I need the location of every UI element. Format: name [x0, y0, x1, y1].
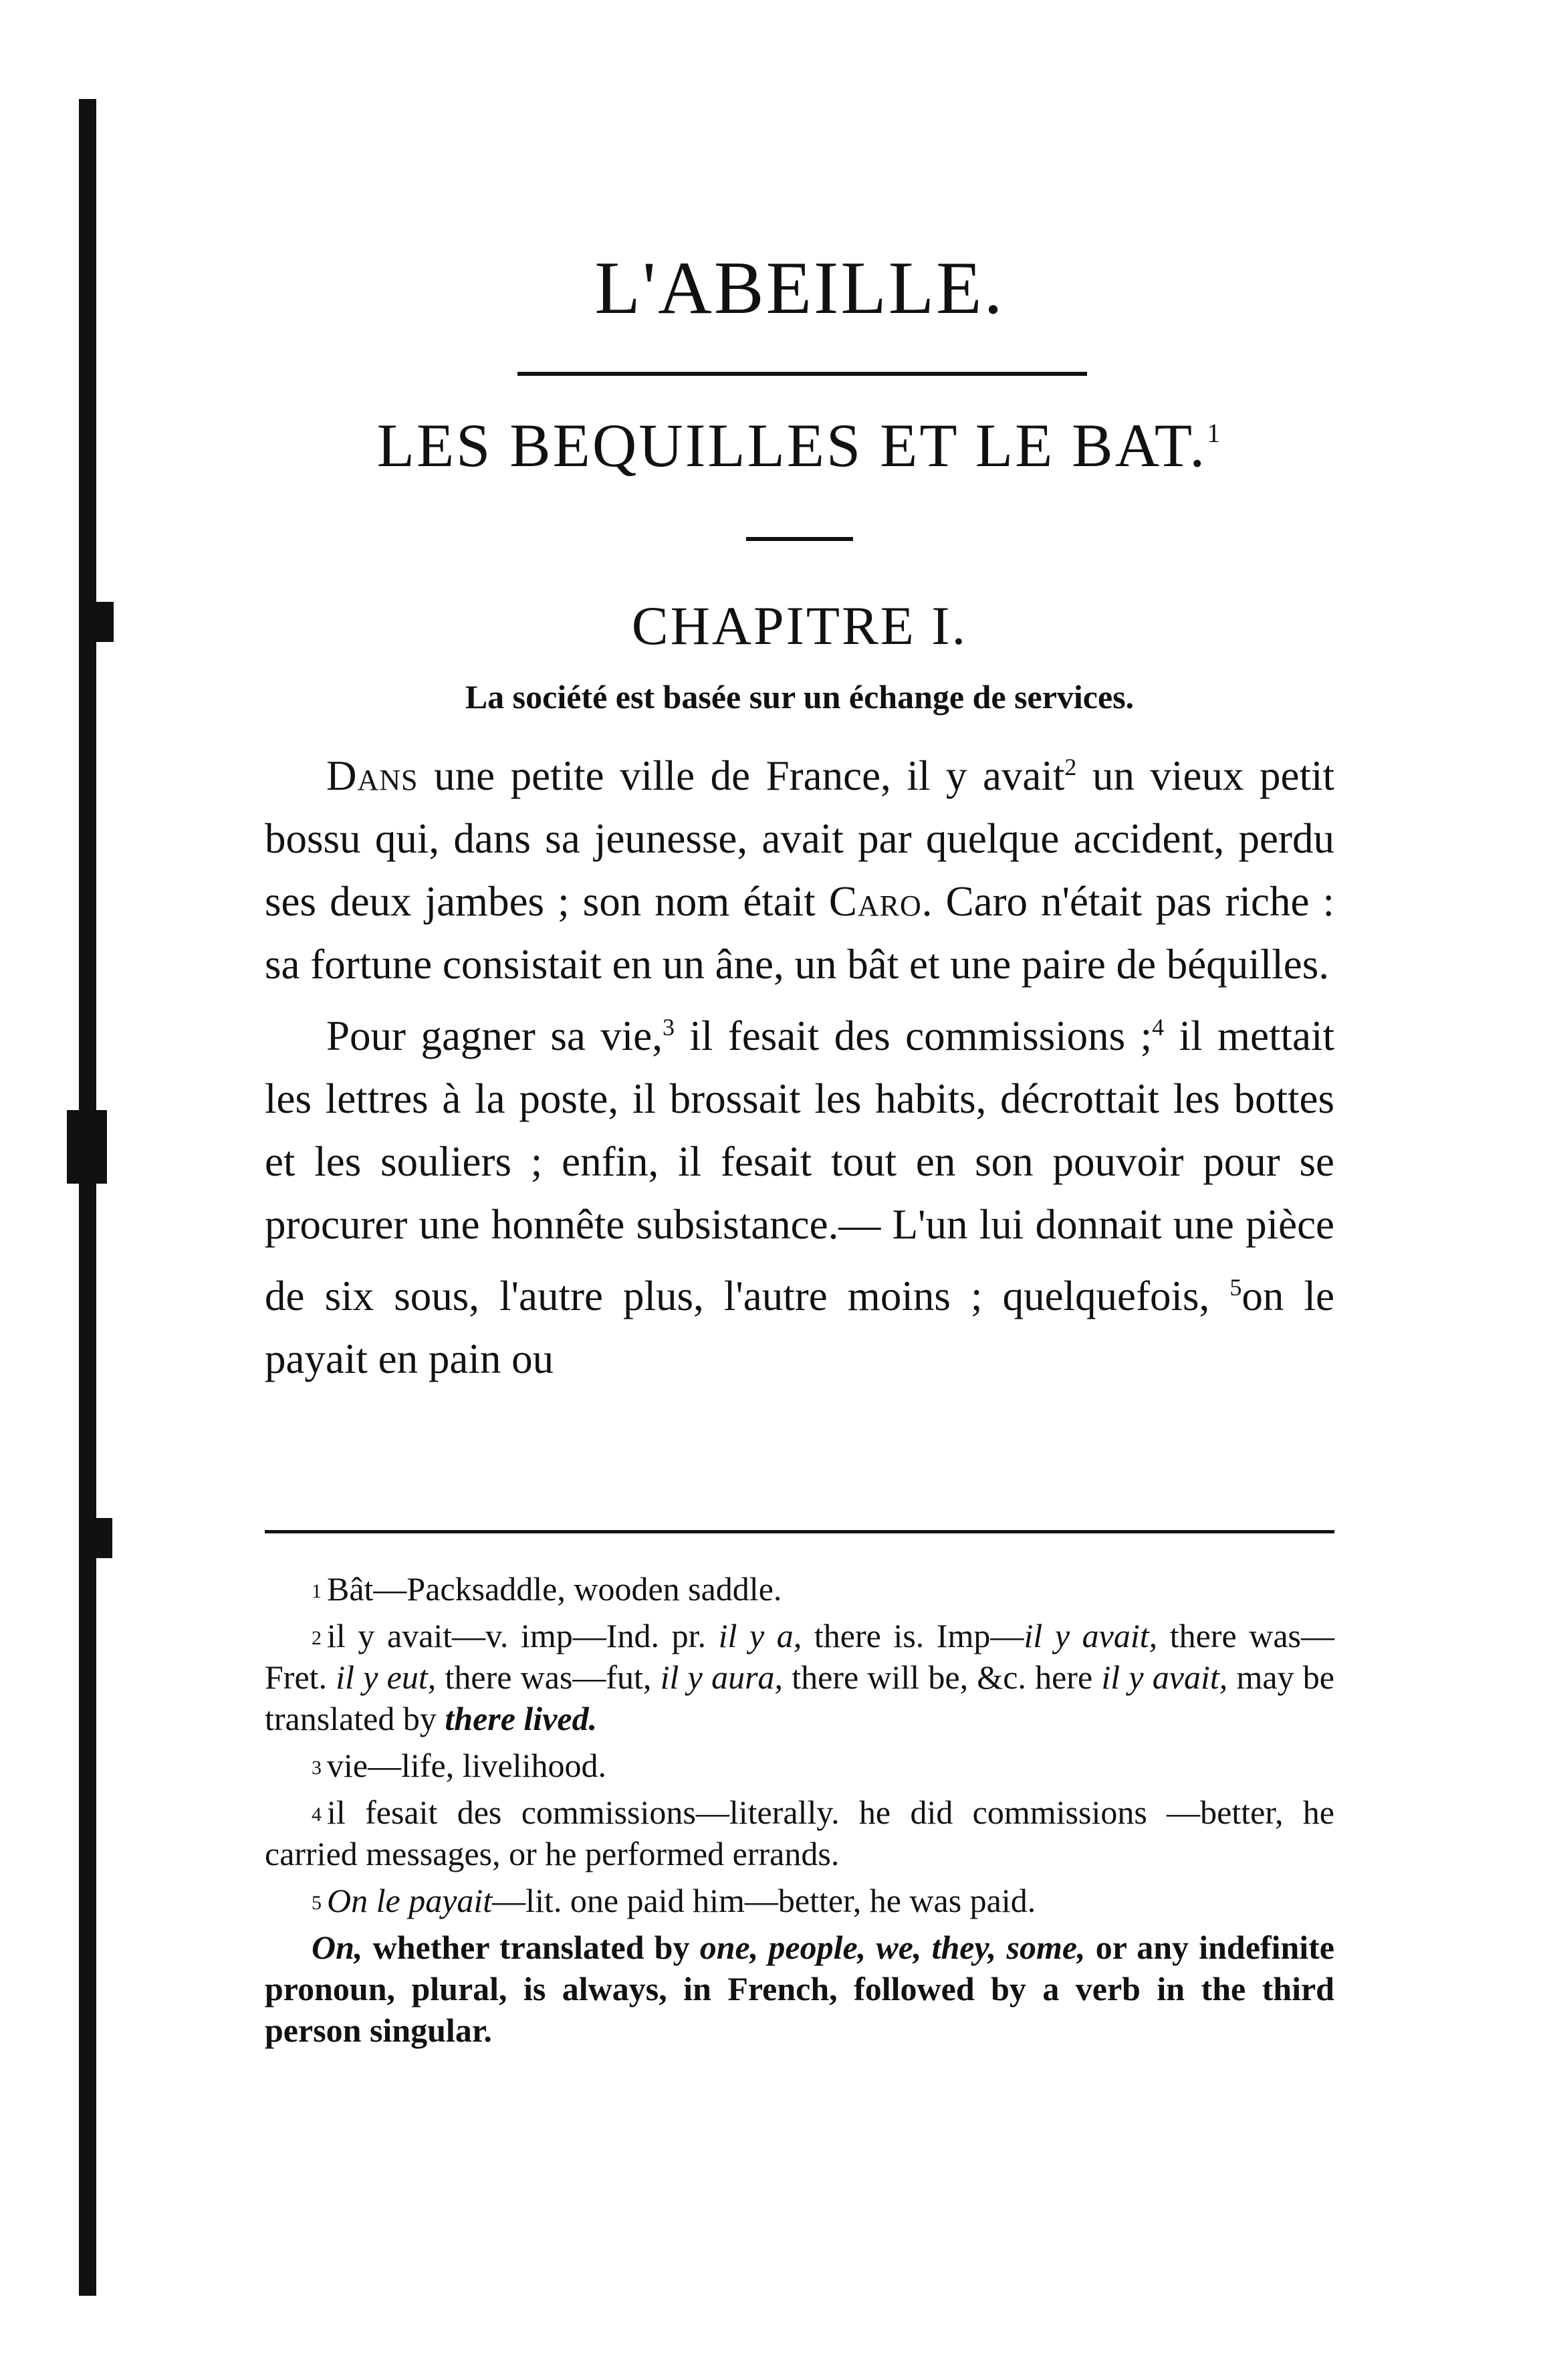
footnote-text: there was—Fret. [265, 1617, 1335, 1696]
footnote-4 [265, 1792, 1334, 1874]
footnote-number: 4 [312, 1804, 322, 1826]
story-title [265, 411, 1334, 479]
footnotes [265, 1568, 1334, 2056]
page-title: L'ABEILLE. [594, 247, 1005, 330]
footnote-text: il fesait des commissions—literally. he did commissions —better, he carried messages, or he performed errands. [265, 1794, 1334, 1872]
footnote-number: 5 [312, 1892, 322, 1914]
footnote-text: Bât—Packsaddle, wooden saddle. [327, 1570, 782, 1608]
footnote-marker: 4 [1152, 1014, 1165, 1041]
footnote-italic: il y aura, [660, 1658, 784, 1696]
binding-gutter [79, 99, 96, 2296]
footnote-2 [265, 1615, 1334, 1739]
footnote-text: there is. Imp— [802, 1617, 1024, 1654]
story-title-text: LES BEQUILLES ET LE BAT. [376, 411, 1207, 479]
footnote-text: il y avait—v. imp—Ind. pr. [327, 1617, 719, 1654]
footnote-italic: il y avait, [1101, 1658, 1228, 1696]
footnote-5-continued [265, 1927, 1334, 2051]
footnote-text: there was—fut, [436, 1658, 661, 1696]
short-rule [746, 537, 853, 541]
footnote-text: —lit. one paid him—better, he was paid. [492, 1882, 1036, 1919]
chapter-heading: CHAPITRE I. [631, 595, 968, 656]
footnote-text: or any indefinite pronoun, plural, is always, in French, followed by a verb in the third person singular. [265, 1929, 1334, 2049]
text-run: il mettait les lettres à la poste, il brossait les habits, décrottait les bottes et les souliers ; enfin, il fesait tout en son pouvoir pour se procurer une honnête subsistance.— L'un lui donnait une pièce de six sous, l'autre plus, l'autre moins ; quelquefois, [265, 1012, 1334, 1319]
footnote-number: 2 [312, 1627, 322, 1649]
name-caro: Caro [828, 878, 922, 925]
title-rule [517, 372, 1087, 376]
text-run: il fesait des commissions ; [674, 1012, 1153, 1059]
footnote-italic: On, [312, 1929, 363, 1966]
footnote-italic: il y a, [718, 1617, 802, 1654]
text-run: un vieux petit bossu qui, dans sa jeunesse, avait par quelque accident, perdu ses deux jambes ; son nom était [265, 752, 1334, 925]
footnote-text: there will be, &c. here [783, 1658, 1102, 1696]
gutter-notch-middle [67, 1110, 107, 1184]
footnote-3 [265, 1745, 1334, 1786]
footnote-number: 3 [312, 1757, 322, 1779]
text-run: . Caro n'était pas riche : sa fortune consistait en un âne, un bât et une paire de béquilles. [265, 878, 1334, 988]
chapter-summary: La société est basée sur un échange de services. [465, 678, 1135, 716]
footnote-text: whether translated by [362, 1929, 700, 1966]
text-run: on le payait en pain ou [265, 1273, 1334, 1382]
drop-word: Dans [326, 752, 419, 799]
footnote-text: may be translated by [265, 1658, 1334, 1737]
footnote-text: vie—life, livelihood. [327, 1747, 606, 1784]
footnote-number: 1 [312, 1580, 322, 1602]
footnote-rule [265, 1530, 1334, 1533]
footnote-marker: 5 [1229, 1274, 1242, 1301]
footnote-marker: 1 [1207, 418, 1223, 448]
gutter-notch-lower [86, 1518, 112, 1558]
footnote-1 [265, 1568, 1334, 1610]
footnote-marker: 3 [662, 1014, 675, 1041]
gutter-notch-top [87, 602, 114, 642]
paragraph-1 [265, 736, 1334, 996]
footnote-italic: there lived. [445, 1700, 598, 1737]
footnote-5 [265, 1880, 1334, 1921]
paragraph-2 [265, 996, 1334, 1390]
footnote-italic: one, people, we, they, some, [699, 1929, 1086, 1966]
body-text [265, 736, 1334, 1390]
footnote-italic: On le payait [327, 1882, 493, 1919]
footnote-marker: 2 [1064, 754, 1077, 780]
text-run: une petite ville de France, il y avait [418, 752, 1065, 799]
text-run: Pour gagner sa vie, [326, 1012, 663, 1059]
footnote-italic: il y eut, [336, 1658, 437, 1696]
footnote-italic: il y avait, [1024, 1617, 1158, 1654]
